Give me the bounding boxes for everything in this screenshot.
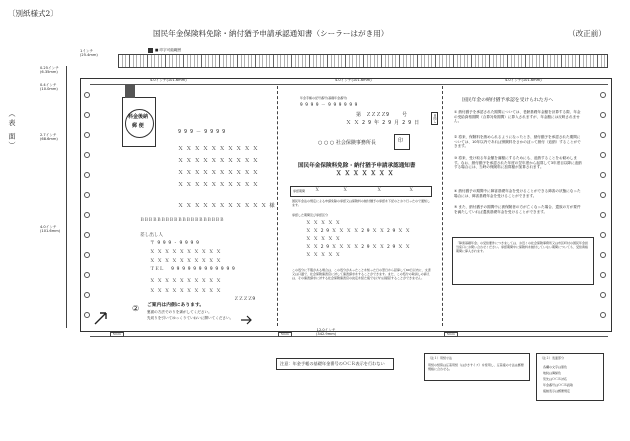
hole: [84, 232, 90, 238]
period-cell: Ｘ: [377, 188, 382, 193]
period-table: [290, 186, 432, 197]
hole: [84, 212, 90, 218]
dim-lower-height: 4.0インチ (101.6mm): [40, 225, 61, 233]
sender-row: Ｘ Ｘ Ｘ Ｘ Ｘ Ｘ Ｘ Ｘ Ｘ Ｘ: [150, 279, 221, 284]
hole: [600, 212, 606, 218]
issue-date: Ｘ Ｘ 2 9 年 2 9 月 2 9 日: [346, 120, 420, 126]
hole: [600, 252, 606, 258]
hole: [84, 192, 90, 198]
hole: [600, 192, 606, 198]
page-title: 国民年金保険料免除・納付猶予申請承認通知書（シーラーはがき用）: [153, 29, 389, 38]
period-cell: Ｘ: [409, 188, 414, 193]
panel-width-2: 4.0インチ(101.6mm): [335, 78, 372, 82]
hole: [600, 272, 606, 278]
doc-number-suffix: 号: [402, 112, 408, 118]
dim-top-margin: 0.4インチ (10.0mm): [40, 83, 58, 91]
note1-text: 用紙の紙質は圧着用紙（はがきサイズ）を使用し、圧着後の寸法は郵便規格に合わせる。: [428, 363, 524, 371]
period-label: 承認期間: [293, 189, 306, 193]
fold-line-1: [277, 86, 278, 326]
notice-box: [452, 237, 594, 285]
note2-line: 後納表示は郵便規定: [543, 389, 571, 393]
doc-number: ＺＺＺＺ9: [366, 112, 390, 118]
side-label: （表 面）: [8, 110, 16, 151]
cut-marker: ②: [132, 304, 140, 313]
hole: [84, 172, 90, 178]
sender-row: Ｘ Ｘ Ｘ Ｘ Ｘ Ｘ Ｘ Ｘ Ｘ Ｘ: [150, 289, 221, 294]
fold-line-2: [442, 86, 443, 326]
guide-line-3: 先切りを引いてゆっくりていねいに開いてください。: [147, 316, 234, 320]
note1-title: （注１）用紙寸法: [428, 356, 453, 360]
recipient-name: Ｘ Ｘ Ｘ Ｘ Ｘ Ｘ Ｘ Ｘ Ｘ Ｘ Ｘ 様: [178, 203, 275, 209]
dim-vertical-line: [66, 66, 67, 328]
note2-line: 年金番号はＯＣＲ読取: [543, 383, 574, 387]
detail-caption: 承認した期間及び承認区分: [292, 213, 329, 217]
dim-left-gap: 0.25インチ (6.35mm): [40, 66, 59, 74]
sender-postal: 〒 9 9 9 - 9 9 9 9: [150, 241, 199, 246]
customer-barcode: ＢＢＢＢＢＢＢＢＢＢＢＢＢＢＢＢＢＢＢＢ: [140, 217, 224, 222]
hole: [600, 312, 606, 318]
detail-row: Ｘ Ｘ Ｘ Ｘ Ｘ: [306, 253, 341, 258]
detail-row: Ｘ Ｘ Ｘ Ｘ Ｘ: [306, 237, 341, 242]
hole: [600, 172, 606, 178]
ruler-note: ■ 印字可能範囲: [155, 48, 182, 52]
ruler-marker: [148, 48, 153, 53]
official-seal: [394, 134, 410, 150]
panel-width-3: 4.0インチ(101.6mm): [505, 78, 542, 82]
bottom-tag-mid: 5mm: [278, 332, 292, 337]
hole: [84, 272, 90, 278]
arrow-icon: [94, 310, 108, 329]
detail-row: Ｘ Ｘ 2 9 Ｘ Ｘ Ｘ Ｘ 2 9 Ｘ Ｘ 2 9 Ｘ Ｘ: [306, 245, 411, 250]
dim-upper-height: 2.7インチ (68.6mm): [40, 133, 58, 141]
stamp-tab: [125, 84, 135, 98]
hole: [84, 112, 90, 118]
hole: [84, 252, 90, 258]
total-width-line: [90, 336, 608, 337]
sequence-number: ＺＺＺＺ9: [234, 297, 256, 302]
explain-item: ① 納付猶予を承認された期間については、老齢基礎年金額を計算する際、年金の受給資格期間（合算対象期間）に算入されますが、年金額には反映されません。: [454, 110, 581, 124]
panel-width-line: [90, 84, 608, 85]
note2-title: （注２）表面部分: [540, 356, 565, 360]
panel-width-1: 4.0インチ(101.6mm): [150, 78, 187, 82]
explain-item: ② 将来、保険料を納められるようになったとき、納付猶予を承認された期間については、10年以内であれば保険料をさかのぼって納付（追納）することができます。: [454, 135, 581, 149]
revision-label: （改正前）: [568, 29, 606, 38]
address-row: Ｘ Ｘ Ｘ Ｘ Ｘ Ｘ Ｘ Ｘ Ｘ Ｘ: [178, 182, 258, 188]
stamp-line1: 料金後納: [128, 114, 149, 120]
notice-body: 国民年金法の規定による申請免除の承認又は保険料の納付猶予の承認を下記のとおり行ったので通知します。: [292, 199, 431, 207]
doc-number-label: 第: [356, 112, 362, 118]
note2-line: 地紋は薄緑色: [543, 371, 562, 375]
notice-footnote: この処分に不服がある場合は、この処分があったことを知った日の翌日から起算して60日以内に、文書又は口頭で、社会保険審査官に対して審査請求をすることができます。また、この処分の取消しの訴えは、その審査請求に対する社会保険審査官の決定を経た後でなければ提起することができません。: [292, 268, 431, 281]
address-row: Ｘ Ｘ Ｘ Ｘ Ｘ Ｘ Ｘ Ｘ Ｘ Ｘ: [178, 146, 258, 152]
explain-item: ④ 納付猶予の期間中に障害基礎年金を受けることができる障害の状態になった場合には、障害基礎年金を受けることができます。: [454, 189, 581, 198]
ocr-note-box: [276, 358, 394, 370]
sender-row: Ｘ Ｘ Ｘ Ｘ Ｘ Ｘ Ｘ Ｘ Ｘ Ｘ: [150, 250, 221, 255]
stamp-frame: [122, 97, 156, 147]
hole: [600, 132, 606, 138]
hole: [600, 152, 606, 158]
sender-row: Ｘ Ｘ Ｘ Ｘ Ｘ Ｘ Ｘ Ｘ Ｘ Ｘ: [150, 259, 221, 264]
inch-ruler: [118, 54, 608, 68]
hole: [600, 292, 606, 298]
address-row: Ｘ Ｘ Ｘ Ｘ Ｘ Ｘ Ｘ Ｘ Ｘ Ｘ: [178, 158, 258, 164]
notice-title-x: Ｘ Ｘ Ｘ Ｘ Ｘ Ｘ Ｘ: [336, 171, 394, 177]
id-caption: 年金手帳の記号番号(基礎年金番号): [300, 96, 348, 100]
hole: [84, 292, 90, 298]
bottom-tag-right: 5mm: [444, 332, 458, 337]
hole: [84, 312, 90, 318]
guide-line-2: 裏面の方法でのりを剥がしてください。: [147, 310, 212, 314]
notice-box-text: 「障害基礎年金」の受給要件につきましては、お近くの社会保険事務所又は市区町村の国民年金担当窓口にお問い合わせください。承認期間中に保険料を納付していない期間についても、受給資格期間に算入されます。: [456, 241, 588, 254]
issuing-office: ○ ○ ○ 社会保険事務所長: [318, 140, 376, 146]
note2-box: [536, 353, 604, 401]
note1-box: [424, 353, 530, 381]
hole: [84, 152, 90, 158]
arrow-icon: [240, 310, 252, 329]
sender-tel: ＴＥＬ 9 9 9 9 9 9 9 9 9 9 9 9: [150, 267, 235, 272]
side-tag: 目隠し: [433, 114, 437, 123]
form-tag: 〔別紙様式2〕: [8, 9, 58, 18]
note2-line: 宛先はＯＣＲ対応: [543, 377, 568, 381]
hole: [600, 92, 606, 98]
sender-label: 差し出し人: [140, 233, 163, 238]
notice-title: 国民年金保険料免除・納付猶予申請承認通知書: [298, 163, 416, 169]
hole: [84, 92, 90, 98]
id-value: 9 9 9 9 － 9 9 9 9 9 9: [300, 103, 358, 108]
ocr-note: 注意：年金手帳の基礎年金番号のＯＣＲ表示を行わない: [280, 361, 385, 366]
period-cell: Ｘ: [343, 188, 348, 193]
explain-item: ⑤ また、納付猶予の期間中に被保険者の方が亡くなった場合、遺族の方が要件を満たしていれば遺族基礎年金を受けることができます。: [454, 205, 581, 214]
guide-line-1: ご案内は内側にあります。: [147, 303, 205, 308]
detail-row: Ｘ Ｘ 2 9 Ｘ Ｘ Ｘ Ｘ 2 9 Ｘ Ｘ 2 9 Ｘ Ｘ: [306, 229, 411, 234]
seal-text: 印: [398, 138, 404, 144]
period-cell: Ｘ: [315, 188, 320, 193]
hole: [84, 132, 90, 138]
hole: [600, 232, 606, 238]
hole: [600, 112, 606, 118]
ruler-caption: 1インチ (25.4mm): [80, 49, 98, 57]
total-width: 12.0インチ (342.9mm): [316, 328, 337, 337]
address-row: Ｘ Ｘ Ｘ Ｘ Ｘ Ｘ Ｘ Ｘ Ｘ Ｘ: [178, 170, 258, 176]
stamp-line2: 郵 便: [132, 123, 144, 129]
explain-item: ③ 将来、受け取る年金額を満額にするためにも、追納することをお勧めします。なお、納付猶予を承認された年度の翌年度から起算して3年度目以降に追納する場合には、当時の保険料に加算額が加算されます。: [454, 156, 582, 170]
detail-row: Ｘ Ｘ Ｘ Ｘ Ｘ: [306, 221, 341, 226]
bottom-tag-left: 5mm: [110, 332, 124, 337]
note2-line: 各欄の文字は黒色: [543, 365, 568, 369]
postal-code: 9 9 9 － 9 9 9 9: [178, 129, 226, 135]
explain-heading: 国民年金の納付猶予承認を受けられた方へ: [462, 98, 554, 103]
